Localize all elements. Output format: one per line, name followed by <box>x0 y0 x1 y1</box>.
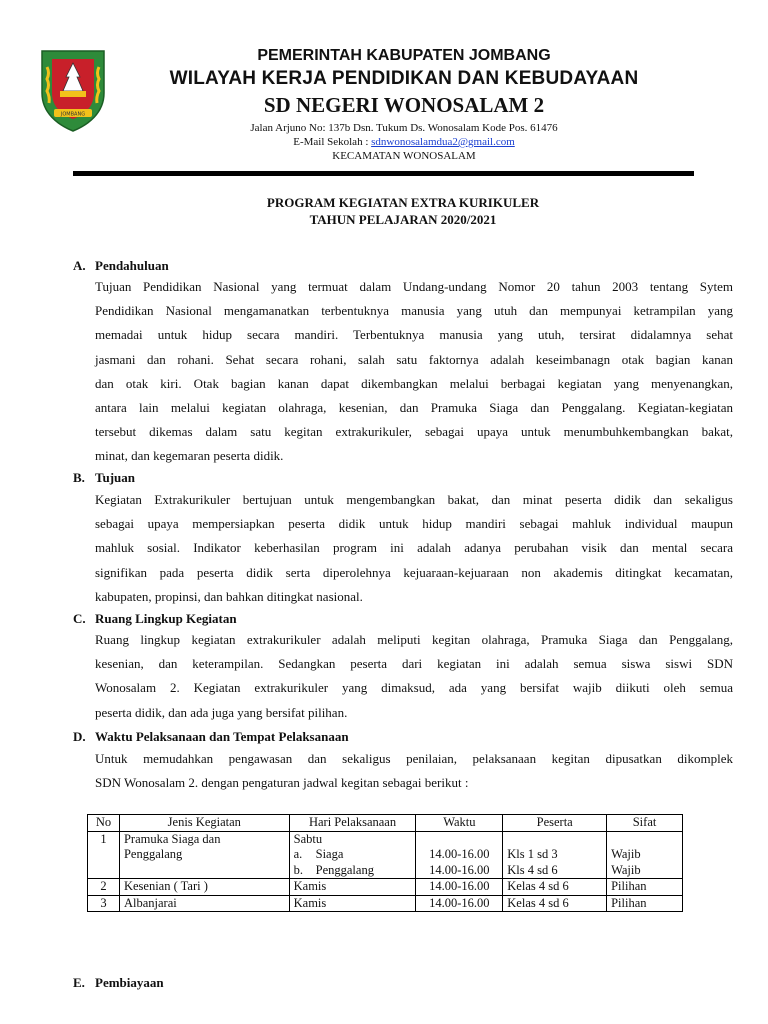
header-work-area: WILAYAH KERJA PENDIDIKAN DAN KEBUDAYAAN <box>169 68 639 89</box>
paragraph-line: sebagai upaya mempersiapkan peserta didik untuk hidup mandiri sebagai mahluk individual maupun <box>95 516 733 532</box>
cell-type: Pilihan <box>607 895 683 912</box>
section-b-letter: B. <box>73 470 85 485</box>
section-d-letter: D. <box>73 729 86 744</box>
cell-no: 3 <box>88 895 120 912</box>
cell-day <box>289 831 416 879</box>
schedule-table <box>87 814 683 912</box>
cell-participants: Kelas 4 sd 6 <box>503 879 607 896</box>
paragraph-line: Wonosalam 2. Kegiatan extrakurikuler yang dimaksud, ada yang bersifat wajib diikuti oleh semua <box>95 680 733 696</box>
sub-item-label: Siaga <box>315 847 344 861</box>
section-a-paragraph <box>95 275 733 469</box>
section-d-heading <box>73 729 349 745</box>
jombang-regency-logo <box>38 47 108 133</box>
cell-participants: Kelas 4 sd 6 <box>503 895 607 912</box>
section-d-title: Waktu Pelaksanaan dan Tempat Pelaksanaan <box>95 729 349 744</box>
cell-activity: Kesenian ( Tari ) <box>119 879 289 896</box>
paragraph-line: kesenian, dan keterampilan. Sedangkan peserta dari kegiatan ini adalah semua siswa siswi SDN <box>95 656 733 672</box>
cell-line: Kls 4 sd 6 <box>507 862 558 877</box>
section-e-letter: E. <box>73 975 85 990</box>
paragraph-line: peserta didik, dan ada juga yang bersifat pilihan. <box>95 704 348 720</box>
paragraph-line: Pendidikan Nasional mengamanatkan terbentuknya manusia yang utuh dan mempunyai ketrampilan yang <box>95 303 733 319</box>
table-row <box>88 879 683 896</box>
section-b-heading <box>73 470 135 486</box>
paragraph-line: Tujuan Pendidikan Nasional yang termuat dalam Undang-undang Nomor 20 tahun 2003 tentang Sytem <box>95 279 733 294</box>
column-header: Peserta <box>503 815 607 832</box>
paragraph-line: minat, dan kegemaran peserta didik. <box>95 448 284 464</box>
header-address: Jalan Arjuno No: 137b Dsn. Tukum Ds. Wonosalam Kode Pos. 61476 <box>250 122 558 134</box>
section-e-title: Pembiayaan <box>95 975 164 990</box>
paragraph-line: dan otak kiri. Otak bagian kanan dapat dikembangkan melalui berbagai kegiatan yang menyenangkan, <box>95 375 733 391</box>
paragraph-line: Untuk memudahkan pengawasan dan sekaligus penilaian, pelaksanaan kegitan dipusatkan dikomplek <box>95 751 733 766</box>
paragraph-line: antara lain melalui kegiatan olahraga, kesenian, dan Pramuka Siaga dan Penggalang. Kegiatan-kegiatan <box>95 400 733 416</box>
cell-line: Sabtu <box>293 831 323 846</box>
cell-day: Kamis <box>289 895 416 912</box>
header-school-name: SD NEGERI WONOSALAM 2 <box>263 93 545 117</box>
document-title: PROGRAM KEGIATAN EXTRA KURIKULER <box>266 195 540 210</box>
cell-line: Wajib <box>611 862 641 877</box>
header-government: PEMERINTAH KABUPATEN JOMBANG <box>257 47 551 64</box>
section-a-title: Pendahuluan <box>95 258 169 273</box>
sub-item-letter: a. <box>293 847 303 861</box>
section-c-paragraph <box>95 628 733 725</box>
cell-line: 14.00-16.00 <box>429 862 490 877</box>
sub-item <box>294 847 412 863</box>
section-b-paragraph <box>95 488 733 609</box>
paragraph-line: kabupaten, propinsi, dan bahkan ditingkat nasional. <box>95 588 363 604</box>
email-link[interactable]: sdnwonosalamdua2@gmail.com <box>371 136 515 148</box>
cell-time: 14.00-16.00 <box>416 879 503 896</box>
paragraph-line: tersebut dikemas dalam satu kegitan extrakurikuler, sebagai upaya untuk menumbuhkembangkan bakat, <box>95 424 733 440</box>
section-c-heading <box>73 611 237 627</box>
section-a-letter: A. <box>73 258 86 273</box>
paragraph-line: Ruang lingkup kegiatan extrakurikuler adalah meliputi kegitan olahraga, Pramuka Siaga dan Penggalang, <box>95 632 733 647</box>
column-header: Jenis Kegiatan <box>119 815 289 832</box>
email-label: E-Mail Sekolah : <box>293 136 372 148</box>
cell-activity <box>119 831 289 879</box>
paragraph-line: SDN Wonosalam 2. dengan pengaturan jadwal kegitan sebagai berikut : <box>95 775 469 791</box>
cell-type <box>607 831 683 879</box>
cell-no: 1 <box>88 831 120 879</box>
cell-line: Penggalang <box>123 847 183 861</box>
sub-item <box>294 863 412 879</box>
cell-line: Pramuka Siaga dan <box>123 831 221 846</box>
paragraph-line: memadai untuk hidup secara mandiri. Terbentuknya manusia yang utuh, tersirat didalamnya sehat <box>95 327 733 343</box>
cell-time <box>416 831 503 879</box>
cell-line: 14.00-16.00 <box>429 847 490 861</box>
cell-participants <box>503 831 607 879</box>
sub-item-letter: b. <box>293 862 303 877</box>
cell-line: Wajib <box>611 847 641 861</box>
cell-no: 2 <box>88 879 120 896</box>
cell-day: Kamis <box>289 879 416 896</box>
cell-time: 14.00-16.00 <box>416 895 503 912</box>
section-c-letter: C. <box>73 611 86 626</box>
header-district: KECAMATAN WONOSALAM <box>332 150 476 162</box>
header-email-line <box>110 135 698 149</box>
document-subtitle: TAHUN PELAJARAN 2020/2021 <box>309 212 497 227</box>
paragraph-line: Kegiatan Extrakurikuler bertujuan untuk mengembangkan bakat, dan minat peserta didik dan sekaligus <box>95 492 733 507</box>
cell-line: Kls 1 sd 3 <box>507 847 558 861</box>
table-row <box>88 895 683 912</box>
section-a-heading <box>73 258 169 274</box>
column-header: No <box>88 815 120 832</box>
section-d-paragraph <box>95 747 733 795</box>
section-b-title: Tujuan <box>95 470 135 485</box>
cell-type: Pilihan <box>607 879 683 896</box>
cell-activity: Albanjarai <box>119 895 289 912</box>
logo-text: JOMBANG <box>60 111 86 118</box>
table-header-row <box>88 815 683 832</box>
paragraph-line: mahluk sosial. Indikator keberhasilan program ini adalah adanya perubahan visik dan mental secara <box>95 540 733 556</box>
paragraph-line: jasmani dan rohani. Sehat secara rohani, salah satu faktornya adalah keseimbanagn otak bagian kanan <box>95 351 733 367</box>
column-header: Sifat <box>607 815 683 832</box>
letterhead-divider <box>73 171 694 176</box>
paragraph-line: signifikan pada peserta didik serta diperolehnya kejuaraan-kejuaraan non akademis ditingkat kecamatan, <box>95 564 733 580</box>
header-contact <box>110 121 698 163</box>
sub-item-label: Penggalang <box>315 862 374 877</box>
table-row <box>88 831 683 879</box>
column-header: Waktu <box>416 815 503 832</box>
section-c-title: Ruang Lingkup Kegiatan <box>95 611 237 626</box>
column-header: Hari Pelaksanaan <box>289 815 416 832</box>
section-e-heading <box>73 975 164 991</box>
